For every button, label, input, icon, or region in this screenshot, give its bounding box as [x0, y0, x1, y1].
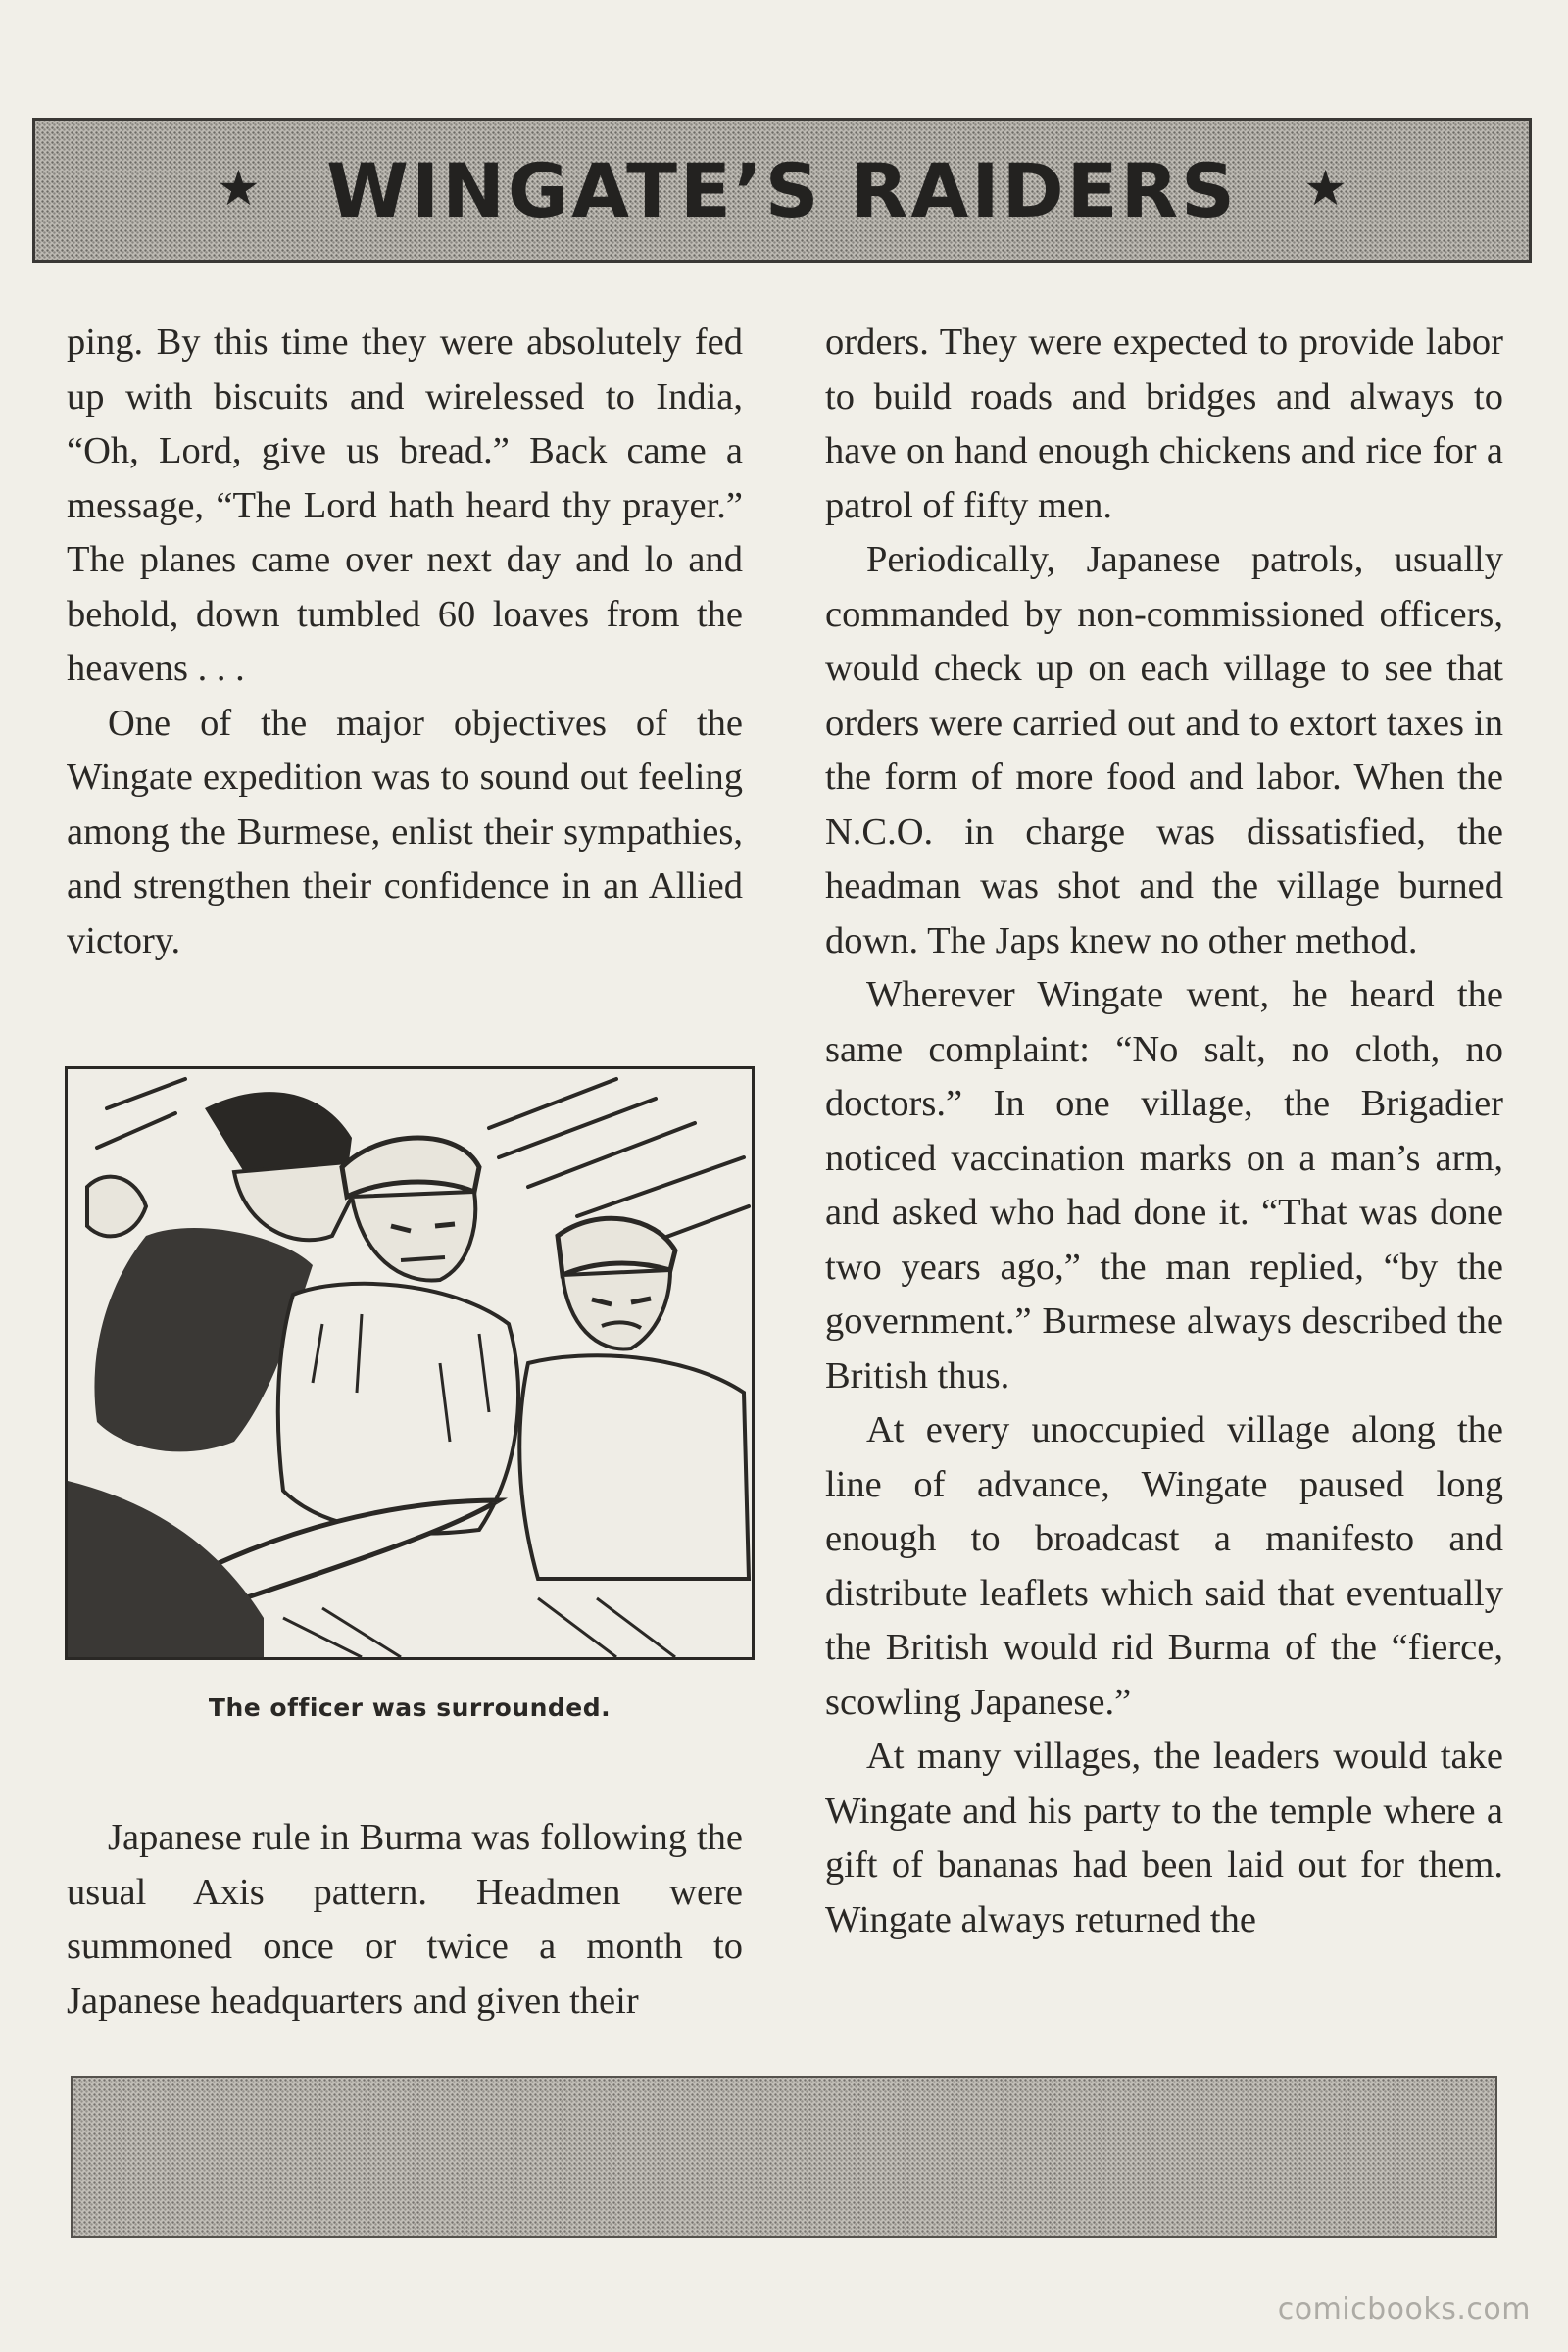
watermark: comicbooks.com	[1277, 2292, 1531, 2327]
illustration-drawing	[68, 1069, 752, 1657]
header-banner	[32, 118, 1532, 263]
right-column	[825, 316, 1503, 1947]
paragraph: One of the major objectives of the Wingate expedition was to sound out feeling among the Burmese, enlist their sympathies, and strengthen their confidence in an Allied victory.	[67, 702, 743, 961]
comic-illustration	[65, 1066, 755, 1660]
paragraph: Japanese rule in Burma was following the usual Axis pattern. Headmen were summoned once or twice a month to Japanese headquarters and given their	[67, 1817, 743, 2022]
left-column	[67, 316, 743, 968]
footer-band	[71, 2076, 1497, 2238]
paragraph: ping. By this time they were absolutely fed up with biscuits and wirelessed to India, “Oh, Lord, give us bread.” Back came a message, “The Lord hath heard thy prayer.” The planes came over next day and lo and behold, down tumbled 60 loaves from the heavens . . .	[67, 321, 743, 689]
page-title: WINGATE’S RAIDERS	[326, 146, 1238, 234]
paragraph: orders. They were expected to provide labor to build roads and bridges and always to have on hand enough chickens and rice for a patrol of fifty men.	[825, 321, 1503, 526]
paragraph: Wherever Wingate went, he heard the same complaint: “No salt, no cloth, no doctors.” In one village, the Brigadier noticed vaccination marks on a man’s arm, and asked who had done it. “That was done two years ago,” the man replied, “by the government.” Burmese always described the British thus.	[825, 974, 1503, 1396]
paragraph: At many villages, the leaders would take Wingate and his party to the temple where a gift of bananas had been laid out for them. Wingate always returned the	[825, 1736, 1503, 1940]
star-icon: ★	[217, 160, 261, 217]
paragraph: At every unoccupied village along the line of advance, Wingate paused long enough to broadcast a manifesto and distribute leaflets which said that eventually the British would rid Burma of the “fierce, scowling Japanese.”	[825, 1409, 1503, 1723]
paragraph: Periodically, Japanese patrols, usually commanded by non-commissioned officers, would check up on each village to see that orders were carried out and to extort taxes in the form of more food and labor. When the N.C.O. in charge was dissatisfied, the headman was shot and the village burned down. The Japs knew no other method.	[825, 539, 1503, 961]
star-icon: ★	[1303, 160, 1348, 217]
left-column-bottom	[67, 1811, 743, 2029]
illustration-caption: The officer was surrounded.	[208, 1693, 612, 1722]
